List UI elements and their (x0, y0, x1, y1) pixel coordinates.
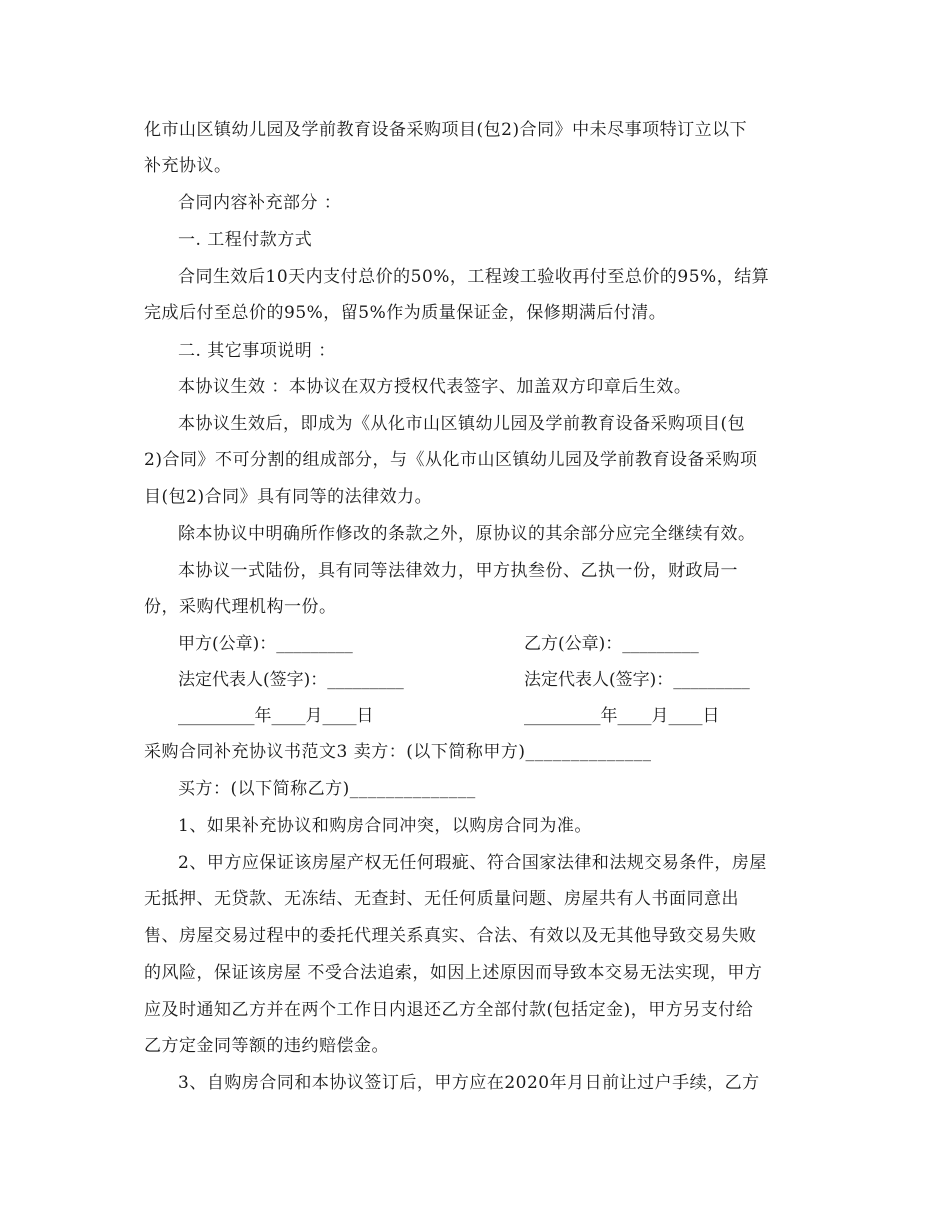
party-b-seal-field: 乙方(公章)：_________ (524, 634, 699, 654)
section-heading: 二. 其它事项说明 ： (178, 341, 336, 361)
text-line: 无抵押、无贷款、无冻结、无查封、无任何质量问题、房屋共有人书面同意出 (144, 889, 739, 909)
party-b-date-field: _________年____月____日 (524, 706, 720, 726)
section-heading: 合同内容补充部分 ： (178, 193, 342, 213)
clause-item: 3、自购房合同和本协议签订后，甲方应在2020年月日前让过户手续，乙方 (178, 1073, 760, 1093)
text-line: 除本协议中明确所作修改的条款之外，原协议的其余部分应完全继续有效。 (178, 524, 756, 544)
buyer-line: 买方：(以下简称乙方)______________ (178, 779, 476, 799)
text-line: 本协议生效后，即成为《从化市山区镇幼儿园及学前教育设备采购项目(包 (178, 414, 746, 434)
text-line: 化市山区镇幼儿园及学前教育设备采购项目(包2)合同》中未尽事项特订立以下 (144, 120, 748, 140)
text-line: 2)合同》不可分割的组成部分，与《从化市山区镇幼儿园及学前教育设备采购项 (144, 450, 758, 470)
text-line: 完成后付至总价的95%，留5%作为质量保证金，保修期满后付清。 (144, 303, 667, 323)
text-line: 应及时通知乙方并在两个工作日内退还乙方全部付款(包括定金)，甲方另支付给 (144, 1000, 754, 1020)
section-title: 采购合同补充协议书范文3 卖方：(以下简称甲方)______________ (144, 742, 652, 762)
text-line: 目(包2)合同》具有同等的法律效力。 (144, 487, 433, 507)
section-heading: 一. 工程付款方式 (178, 230, 313, 250)
party-b-rep-field: 法定代表人(签字)：_________ (524, 670, 750, 690)
text-line: 本协议生效 ：本协议在双方授权代表签字、加盖双方印章后生效。 (178, 377, 692, 397)
text-line: 本协议一式陆份，具有同等法律效力，甲方执叁份、乙执一份，财政局一 (178, 561, 738, 581)
text-line: 补充协议。 (144, 156, 232, 176)
party-a-date-field: _________年____月____日 (178, 706, 374, 726)
text-line: 的风险，保证该房屋 不受合法追索，如因上述原因而导致本交易无法实现，甲方 (144, 963, 763, 983)
clause-item: 2、甲方应保证该房屋产权无任何瑕疵、符合国家法律和法规交易条件，房屋 (178, 853, 767, 873)
text-line: 乙方定金同等额的违约赔偿金。 (144, 1036, 389, 1056)
clause-item: 1、如果补充协议和购房合同冲突，以购房合同为准。 (178, 816, 592, 836)
party-a-seal-field: 甲方(公章)：_________ (178, 634, 353, 654)
text-line: 售、房屋交易过程中的委托代理关系真实、合法、有效以及无其他导致交易失败 (144, 926, 757, 946)
text-line: 合同生效后10天内支付总价的50%，工程竣工验收再付至总价的95%，结算 (178, 267, 770, 287)
party-a-rep-field: 法定代表人(签字)：_________ (178, 670, 404, 690)
text-line: 份，采购代理机构一份。 (144, 597, 337, 617)
